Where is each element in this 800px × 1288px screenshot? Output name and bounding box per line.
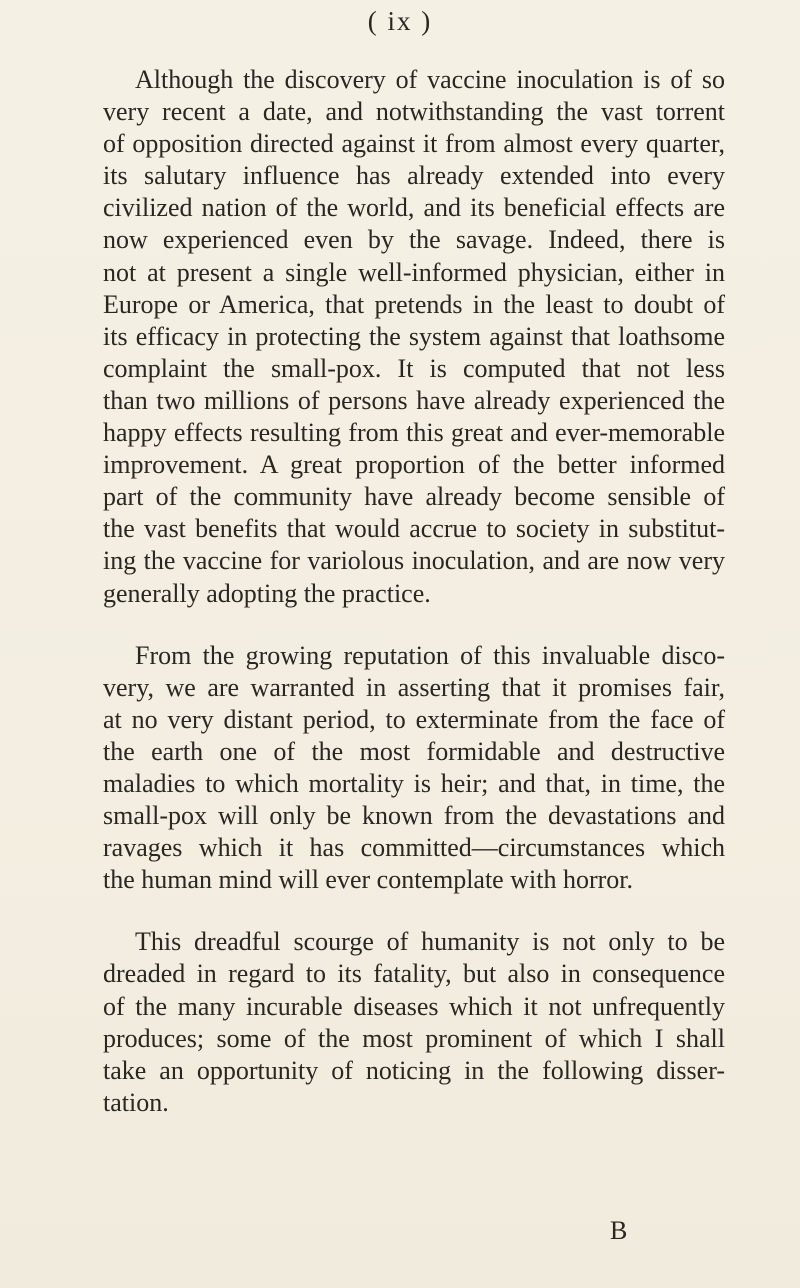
text-line: maladies to which mortality is heir; and that, in time, the	[103, 768, 725, 798]
text-line: of opposition directed against it from almost every quarter,	[103, 129, 725, 159]
text-line: tation.	[103, 1087, 169, 1117]
paragraph-gap	[103, 610, 725, 640]
text-line: happy effects resulting from this great and ever-memorable	[103, 418, 725, 448]
text-line: very, we are warranted in asserting that it promises fair,	[103, 672, 725, 702]
text-line: very recent a date, and notwithstanding the vast torrent	[103, 97, 725, 127]
paragraph-2	[103, 640, 725, 897]
text-line: ravages which it has committed—circumstances which	[103, 833, 725, 863]
text-line: of the many incurable diseases which it not unfrequently	[103, 991, 725, 1021]
text-line: produces; some of the most prominent of which I shall	[103, 1023, 725, 1053]
text-line: Although the discovery of vaccine inoculation is of so	[135, 65, 725, 94]
paragraph-3	[103, 926, 725, 1119]
text-line: improvement. A great proportion of the better informed	[103, 450, 725, 480]
text-line: generally adopting the practice.	[103, 578, 431, 608]
paragraph-gap	[103, 896, 725, 926]
text-line: take an opportunity of noticing in the following disser-	[103, 1055, 725, 1085]
text-line: small-pox will only be known from the devastations and	[103, 801, 725, 831]
page-number: ( ix )	[367, 6, 433, 36]
text-line: From the growing reputation of this invaluable disco-	[135, 640, 725, 670]
text-line: the human mind will ever contemplate with horror.	[103, 865, 633, 895]
text-line: than two millions of persons have already experienced the	[103, 385, 725, 415]
paragraph-1	[103, 64, 725, 610]
text-line: not at present a single well-informed physician, either in	[103, 257, 725, 287]
text-line: part of the community have already become sensible of	[103, 482, 725, 512]
text-line: Europe or America, that pretends in the least to doubt of	[103, 289, 725, 319]
text-line: complaint the small-pox. It is computed that not less	[103, 353, 725, 383]
text-line: its salutary influence has already extended into every	[103, 161, 725, 191]
text-line: now experienced even by the savage. Indeed, there is	[103, 225, 725, 255]
text-line: the earth one of the most formidable and destructive	[103, 736, 725, 766]
text-line: This dreadful scourge of humanity is not only to be	[135, 927, 725, 957]
body-text	[103, 64, 725, 1119]
text-line: the vast benefits that would accrue to society in substitut-	[103, 514, 725, 544]
text-line: dreaded in regard to its fatality, but also in consequence	[103, 959, 725, 989]
text-line: at no very distant period, to exterminate from the face of	[103, 704, 725, 734]
text-line: ing the vaccine for variolous inoculation, and are now very	[103, 546, 725, 576]
text-line: civilized nation of the world, and its beneficial effects are	[103, 193, 725, 223]
catchword: B	[610, 1216, 628, 1245]
text-line: its efficacy in protecting the system against that loathsome	[103, 321, 725, 351]
